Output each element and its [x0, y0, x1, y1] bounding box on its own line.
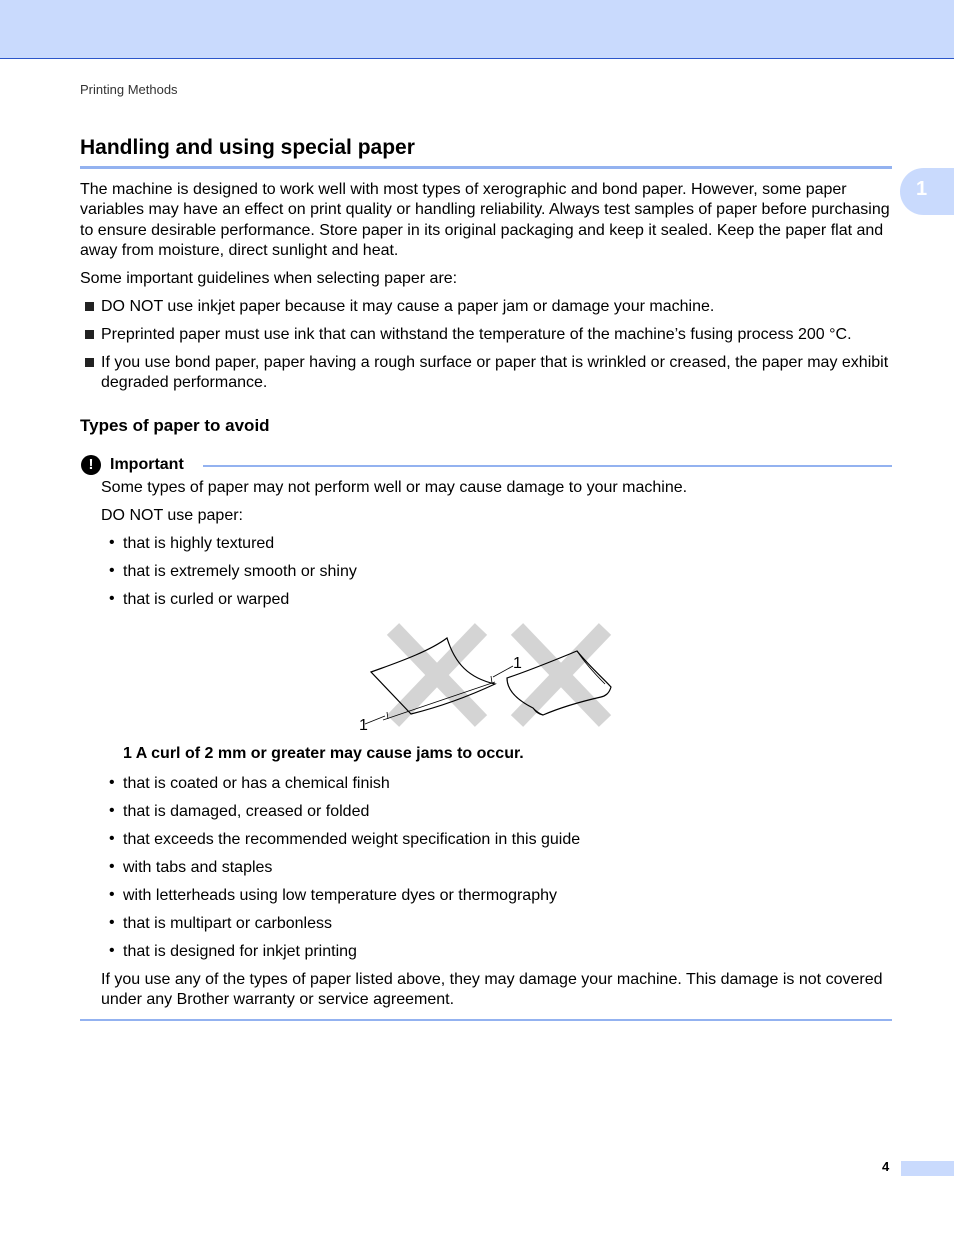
bullet-icon: •	[109, 562, 115, 579]
important-rule	[203, 465, 892, 467]
avoid-item: that is curled or warped	[123, 591, 290, 608]
avoid-item: with tabs and staples	[123, 859, 273, 876]
avoid-item: with letterheads using low temperature dyes or thermography	[123, 887, 557, 904]
intro-paragraph: The machine is designed to work well with most types of xerographic and bond paper. However, some paper variables may have an effect on print quality or handling reliability. Always test samples of paper before purchasing to ensure desirable performance. Store paper in its original packaging and keep it sealed. Keep the paper flat and away from moisture, direct sunlight and heat.	[80, 181, 890, 260]
important-end-rule	[80, 1019, 892, 1021]
page-number: 4	[882, 1159, 890, 1174]
callout-label: 1	[359, 717, 368, 734]
bullet-icon: •	[109, 886, 115, 903]
guideline-item: DO NOT use inkjet paper because it may cause a paper jam or damage your machine.	[101, 298, 715, 315]
bullet-icon: •	[109, 802, 115, 819]
figure-caption: 1 A curl of 2 mm or greater may cause jams to occur.	[123, 745, 524, 762]
guidelines-intro: Some important guidelines when selecting paper are:	[80, 270, 458, 287]
avoid-item: that exceeds the recommended weight specification in this guide	[123, 831, 581, 848]
square-bullet-icon	[85, 358, 94, 367]
square-bullet-icon	[85, 330, 94, 339]
important-label: Important	[110, 456, 184, 473]
guideline-item: Preprinted paper must use ink that can withstand the temperature of the machine’s fusing process 200 °C.	[101, 326, 852, 343]
heading-rule	[80, 166, 892, 169]
avoid-item: that is designed for inkjet printing	[123, 943, 357, 960]
guideline-item: If you use bond paper, paper having a rough surface or paper that is wrinkled or creased, the paper may exhibit degraded performance.	[101, 354, 889, 392]
avoid-item: that is highly textured	[123, 535, 275, 552]
curled-paper-figure	[355, 620, 620, 735]
bullet-icon: •	[109, 590, 115, 607]
bullet-icon: •	[109, 534, 115, 551]
bullet-icon: •	[109, 914, 115, 931]
bullet-icon: •	[109, 942, 115, 959]
bullet-icon: •	[109, 830, 115, 847]
footer-band	[901, 1161, 954, 1176]
cross-icon	[393, 629, 605, 721]
section-heading: Handling and using special paper	[80, 136, 415, 159]
important-text: Some types of paper may not perform well or may cause damage to your machine.	[101, 479, 688, 496]
important-text: DO NOT use paper:	[101, 507, 243, 524]
avoid-item: that is extremely smooth or shiny	[123, 563, 357, 580]
bullet-icon: •	[109, 858, 115, 875]
bullet-icon: •	[109, 774, 115, 791]
running-header: Printing Methods	[80, 82, 178, 97]
avoid-item: that is damaged, creased or folded	[123, 803, 370, 820]
chapter-number: 1	[916, 178, 928, 200]
subheading: Types of paper to avoid	[80, 416, 270, 435]
exclamation-icon: !	[81, 455, 101, 475]
avoid-item: that is coated or has a chemical finish	[123, 775, 390, 792]
callout-label: 1	[513, 655, 522, 672]
important-closing: If you use any of the types of paper listed above, they may damage your machine. This damage is not covered under any Brother warranty or service agreement.	[101, 971, 883, 1009]
avoid-item: that is multipart or carbonless	[123, 915, 332, 932]
header-band	[0, 0, 954, 59]
square-bullet-icon	[85, 302, 94, 311]
